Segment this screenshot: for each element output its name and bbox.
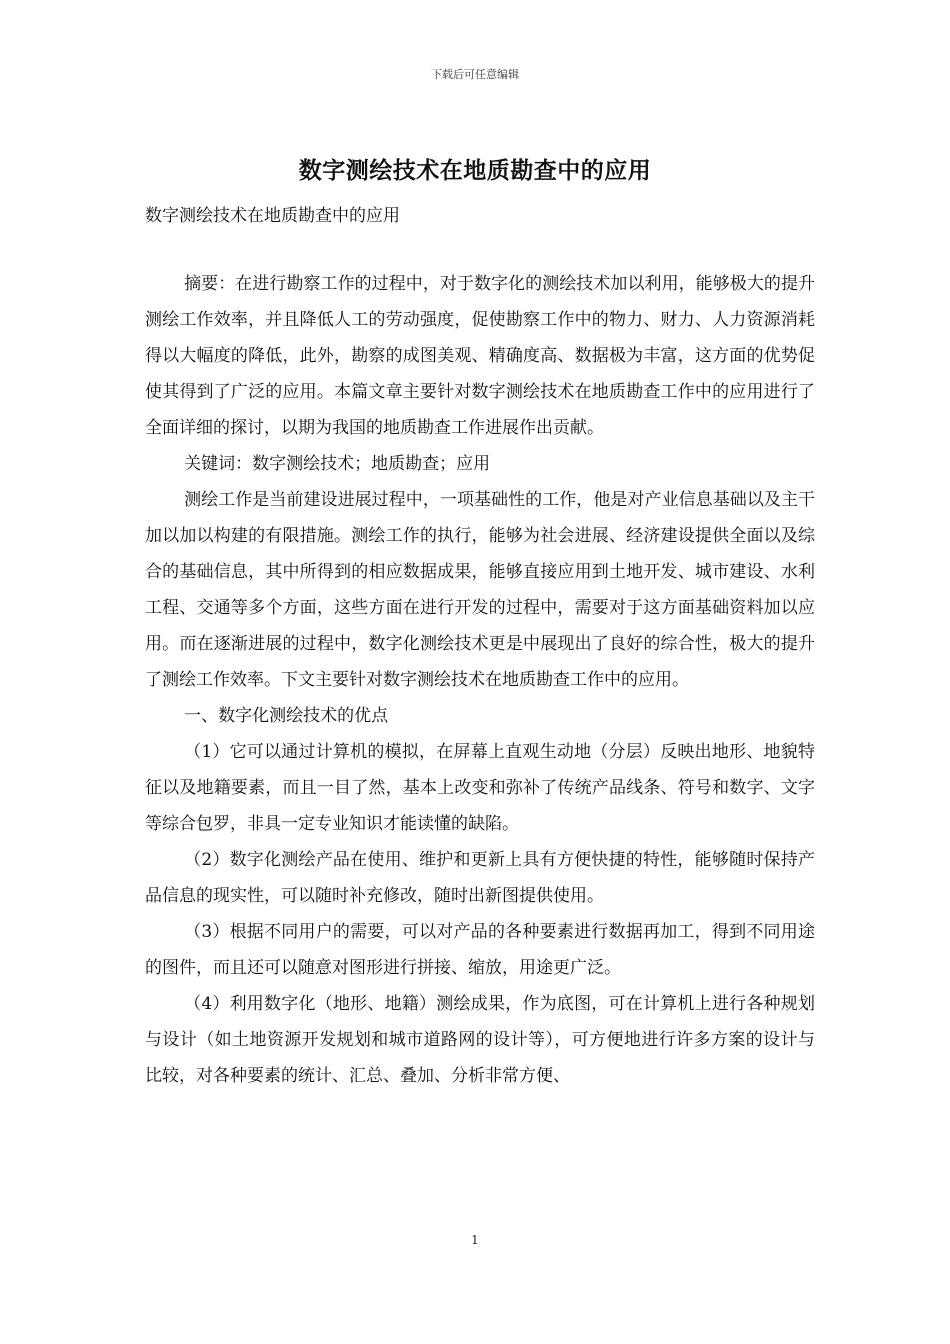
section-heading: 一、数字化测绘技术的优点 (184, 706, 389, 726)
list-item: （4）利用数字化（地形、地籍）测绘成果，作为底图，可在计算机上进行各种规划与设计（如土地资源开发规划和城市道路网的设计等），可方便地进行许多方案的设计与比较，对各种要素的统计、汇总、叠加、分析非常方便、 (145, 994, 815, 1086)
intro-paragraph: 测绘工作是当前建设进展过程中，一项基础性的工作，他是对产业信息基础以及主干加以加以构建的有限措施。测绘工作的执行，能够为社会进展、经济建设提供全面以及综合的基础信息，其中所得到的相应数据成果，能够直接应用到土地开发、城市建设、水利工程、交通等多个方面，这些方面在进行开发的过程中，需要对于这方面基础资料加以应用。而在逐渐进展的过程中，数字化测绘技术更是中展现出了良好的综合性，极大的提升了测绘工作效率。下文主要针对数字测绘技术在地质勘查工作中的应用。 (145, 490, 815, 690)
page-header-note: 下载后可任意编辑 (431, 68, 519, 81)
document-body (145, 266, 815, 1094)
page-number: 1 (471, 1233, 479, 1247)
keywords-paragraph: 关键词：数字测绘技术；地质勘查；应用 (184, 454, 491, 474)
list-item: （1）它可以通过计算机的模拟，在屏幕上直观生动地（分层）反映出地形、地貌特征以及地籍要素，而且一目了然，基本上改变和弥补了传统产品线条、符号和数字、文字等综合包罗，非具一定专业知识才能读懂的缺陷。 (145, 742, 815, 834)
abstract-paragraph: 摘要：在进行勘察工作的过程中，对于数字化的测绘技术加以利用，能够极大的提升测绘工作效率，并且降低人工的劳动强度，促使勘察工作中的物力、财力、人力资源消耗得以大幅度的降低，此外，勘察的成图美观、精确度高、数据极为丰富，这方面的优势促使其得到了广泛的应用。本篇文章主要针对数字测绘技术在地质勘查工作中的应用进行了全面详细的探讨，以期为我国的地质勘查工作进展作出贡献。 (145, 274, 815, 438)
list-item: （2）数字化测绘产品在使用、维护和更新上具有方便快捷的特性，能够随时保持产品信息的现实性，可以随时补充修改，随时出新图提供使用。 (145, 850, 815, 906)
document-subtitle: 数字测绘技术在地质勘查中的应用 (145, 206, 400, 226)
document-title: 数字测绘技术在地质勘查中的应用 (298, 157, 652, 184)
list-item: （3）根据不同用户的需要，可以对产品的各种要素进行数据再加工，得到不同用途的图件，而且还可以随意对图形进行拼接、缩放，用途更广泛。 (145, 922, 815, 978)
